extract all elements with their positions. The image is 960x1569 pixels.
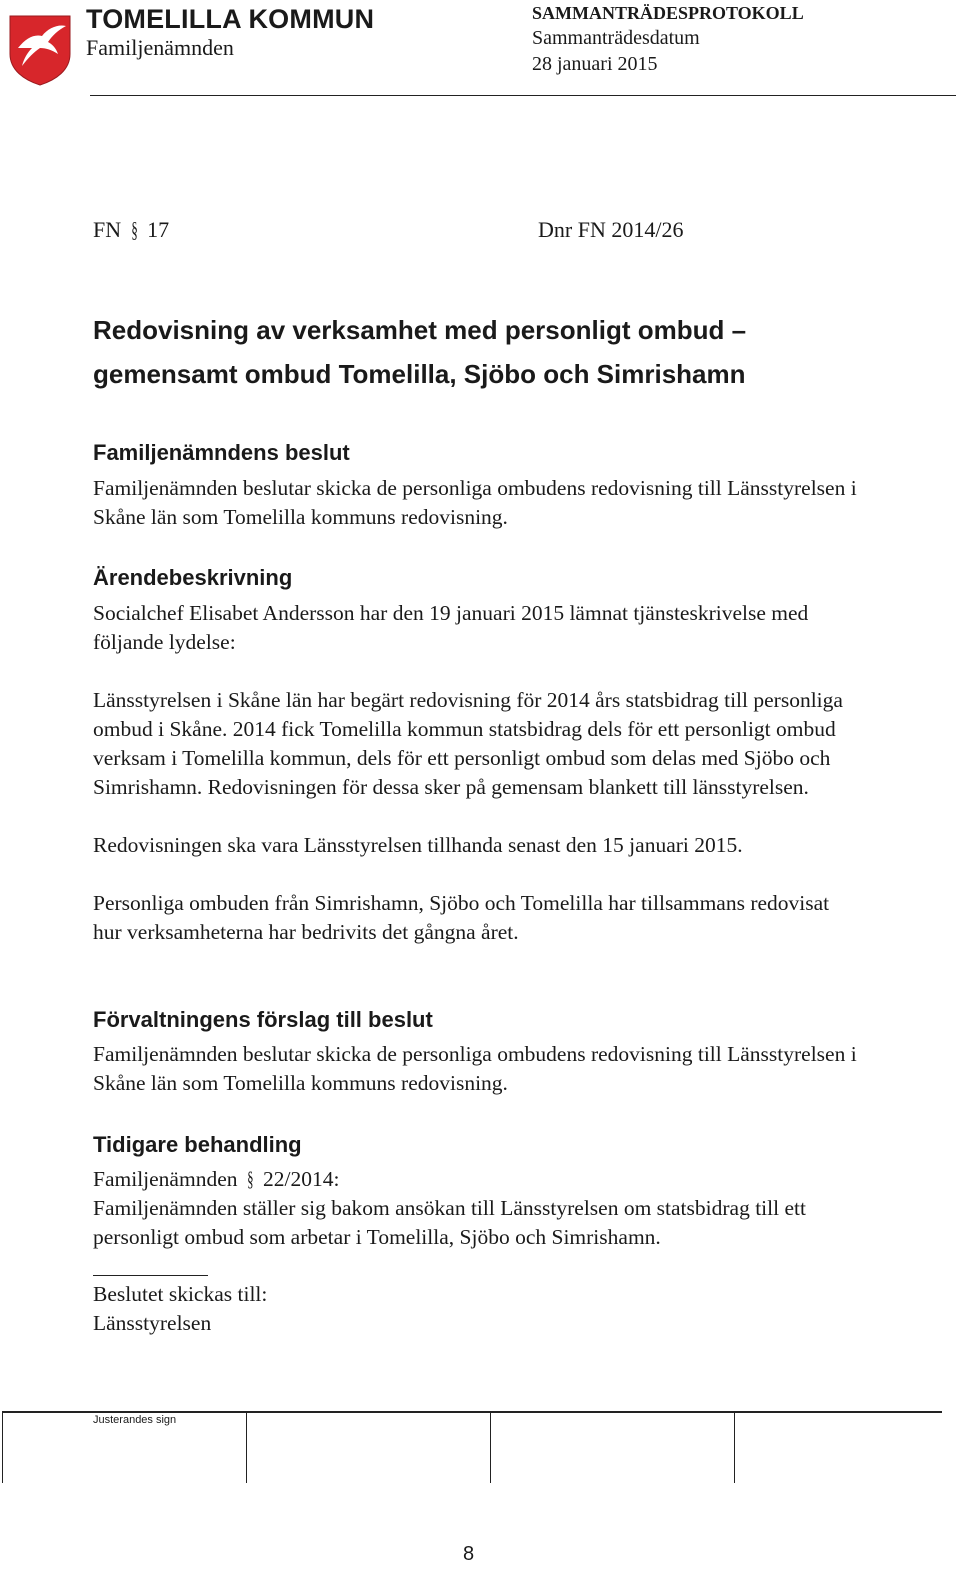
signature-box-2: [246, 1411, 490, 1483]
header-divider: [90, 95, 956, 96]
forslag-text: Familjenämnden beslutar skicka de personliga ombudens redovisning till Länsstyrelsen i Skåne län som Tomelilla kommuns redovisning.: [93, 1042, 857, 1095]
paragraph-reference: [93, 217, 169, 243]
paragraph-prefix: FN: [93, 217, 122, 242]
signature-box-3: [490, 1411, 734, 1483]
heading-forslag: Förvaltningens förslag till beslut: [93, 1007, 433, 1032]
arende-intro: Socialchef Elisabet Andersson har den 19 januari 2015 lämnat tjänsteskrivelse med följande lydelse:: [93, 601, 809, 654]
heading-arendebeskrivning: Ärendebeskrivning: [93, 565, 293, 590]
signature-box-4: [734, 1411, 942, 1483]
recipients: [93, 1280, 893, 1338]
tomelilla-crest-icon: [8, 14, 72, 86]
section-sign: §: [247, 1167, 254, 1191]
paragraph-number: 17: [147, 217, 170, 242]
diary-number: Dnr FN 2014/26: [538, 217, 684, 242]
beslut-text: Familjenämnden beslutar skicka de personliga ombudens redovisning till Länsstyrelsen i Skåne län som Tomelilla kommuns redovisning.: [93, 476, 857, 529]
org-department: Familjenämnden: [86, 35, 234, 60]
recipients-divider: [93, 1275, 208, 1276]
arende-text: [93, 599, 873, 947]
arende-p1: Länsstyrelsen i Skåne län har begärt redovisning för 2014 års statsbidrag till personliga ombud i Skåne. 2014 fick Tomelilla kommun statsbidrag dels för ett personligt ombud verksam i Tomelilla kommun, dels för ett personligt ombud som delas med Sjöbo och Simrishamn. Redovisningen för dessa sker på gemensam blankett till länsstyrelsen.: [93, 688, 843, 799]
org-name: TOMELILLA KOMMUN: [86, 4, 375, 34]
heading-tidigare: Tidigare behandling: [93, 1132, 302, 1157]
arende-p2: Redovisningen ska vara Länsstyrelsen tillhanda senast den 15 januari 2015.: [93, 833, 743, 857]
page-number: 8: [463, 1543, 475, 1565]
arende-p3: Personliga ombuden från Simrishamn, Sjöbo och Tomelilla har tillsammans redovisat hur verksamheterna har bedrivits det gångna året.: [93, 891, 830, 944]
document-type: SAMMANTRÄDESPROTOKOLL: [532, 3, 804, 23]
recipient: Länsstyrelsen: [93, 1311, 212, 1335]
signature-label: Justerandes sign: [93, 1414, 177, 1426]
tidigare-text: [93, 1165, 863, 1252]
recipients-label: Beslutet skickas till:: [93, 1282, 268, 1306]
tidigare-decision: Familjenämnden ställer sig bakom ansökan till Länsstyrelsen om statsbidrag till ett personligt ombud som arbetar i Tomelilla, Sjöbo och Simrishamn.: [93, 1196, 806, 1249]
title-line-2: gemensamt ombud Tomelilla, Sjöbo och Simrishamn: [93, 359, 746, 389]
meeting-date: 28 januari 2015: [532, 53, 658, 75]
meeting-date-label: Sammanträdesdatum: [532, 27, 700, 49]
heading-beslut: Familjenämndens beslut: [93, 440, 350, 465]
tidigare-reference: Familjenämnden § 22/2014:: [93, 1165, 863, 1194]
page-title: [93, 308, 913, 396]
title-line-1: Redovisning av verksamhet med personligt ombud –: [93, 315, 747, 345]
section-sign: §: [130, 217, 138, 242]
